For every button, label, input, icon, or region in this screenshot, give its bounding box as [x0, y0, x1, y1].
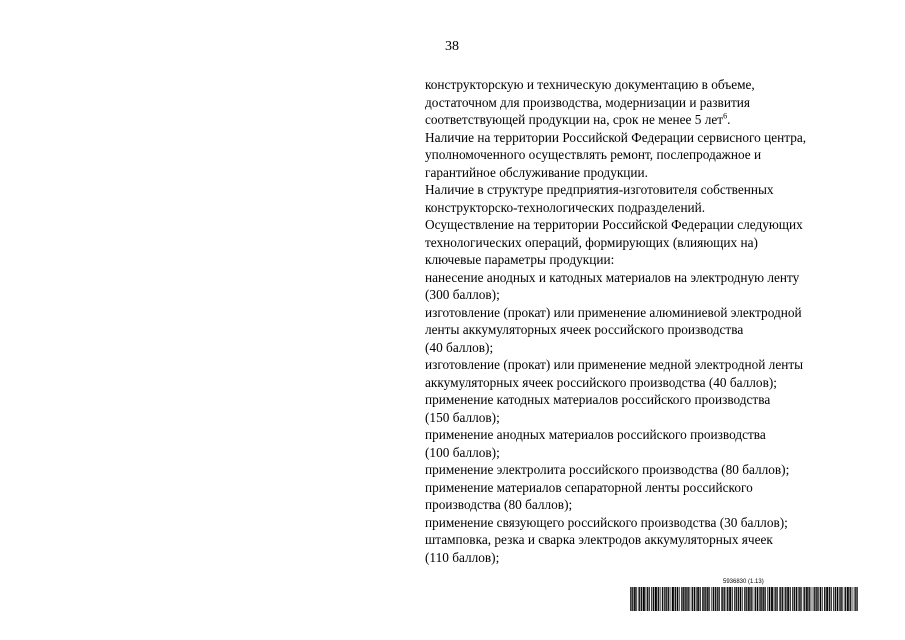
barcode-bar [782, 587, 783, 611]
barcode-bar [742, 587, 743, 611]
barcode-bar [708, 587, 709, 611]
barcode-bar [666, 587, 667, 611]
barcode-bar [790, 587, 791, 611]
document-barcode [630, 579, 858, 611]
barcode-bar [670, 587, 671, 611]
barcode-bar [769, 587, 770, 611]
barcode-bar [698, 587, 699, 611]
barcode-bar [653, 587, 654, 611]
barcode-bar [656, 587, 657, 611]
barcode-bar [687, 587, 688, 611]
barcode-bar [751, 587, 752, 611]
barcode-bar [760, 587, 761, 611]
text-line [425, 409, 885, 427]
barcode-bar [852, 587, 853, 611]
barcode-bar [705, 587, 706, 611]
barcode-bar [715, 587, 716, 611]
barcode-bar [738, 587, 739, 611]
barcode-bar [672, 587, 673, 611]
barcode-bar [818, 587, 819, 611]
barcode-bar [827, 587, 828, 611]
barcode-bar [837, 587, 838, 611]
barcode-bar [648, 587, 649, 611]
barcode-bar [854, 587, 855, 611]
text-line [425, 181, 885, 199]
barcode-bar [799, 587, 800, 611]
text-line-content: ключевые параметры продукции: [425, 252, 615, 267]
barcode-bar [740, 587, 741, 611]
barcode-bar [837, 587, 838, 611]
barcode-bar [830, 587, 831, 611]
barcode-bar [738, 587, 739, 611]
text-line [425, 199, 885, 217]
text-line [425, 164, 885, 182]
barcode-bar [740, 587, 741, 611]
barcode-bar [711, 587, 712, 611]
barcode-bar [796, 587, 797, 611]
barcode-bar [702, 587, 703, 611]
page-number: 38 [445, 39, 459, 54]
text-line [425, 216, 885, 234]
barcode-bar [813, 587, 814, 611]
barcode-bar [636, 587, 637, 611]
barcode-bar [732, 587, 733, 611]
text-line-content: (40 баллов); [425, 339, 494, 355]
barcode-bar [722, 587, 723, 611]
text-line [425, 549, 885, 567]
barcode-bar [789, 587, 790, 611]
barcode-bar [763, 587, 764, 611]
barcode-bar [777, 587, 778, 611]
barcode-bar [820, 587, 821, 611]
barcode-bar [771, 587, 772, 611]
text-line-content: ленты аккумуляторных ячеек российского производства [425, 322, 744, 337]
barcode-bar [643, 587, 644, 611]
text-line [425, 286, 885, 304]
barcode-bar [634, 587, 635, 611]
barcode-bar [839, 587, 840, 611]
barcode-bar [717, 587, 718, 611]
barcode-bar [709, 587, 710, 611]
barcode-bar [794, 587, 795, 611]
barcode-bar [792, 587, 793, 611]
barcode-bar [643, 587, 644, 611]
text-line [425, 111, 885, 129]
barcode-bar [767, 587, 768, 611]
barcode-bar [689, 587, 690, 611]
text-line-content: соответствующей продукции на, срок не менее 5 лет [425, 112, 724, 127]
text-line-content: изготовление (прокат) или применение медной электродной ленты [425, 357, 804, 372]
barcode-bar [668, 587, 669, 611]
barcode-bar [784, 587, 785, 611]
text-line [425, 269, 885, 287]
text-line-content: технологических операций, формирующих (влияющих на) [425, 234, 758, 250]
text-line-content: аккумуляторных ячеек российского производства (40 баллов); [425, 374, 777, 390]
barcode-bar [845, 587, 846, 611]
barcode-bar [728, 587, 729, 611]
barcode-bar [764, 587, 765, 611]
barcode-bar [647, 587, 648, 611]
barcode-bar [803, 587, 804, 611]
barcode-bar [769, 587, 770, 611]
barcode-bar [750, 587, 751, 611]
barcode-bar [683, 587, 684, 611]
text-line [425, 339, 885, 357]
barcode-bar [829, 587, 830, 611]
text-line [425, 146, 885, 164]
barcode-bar [825, 587, 826, 611]
text-line [425, 304, 885, 322]
barcode-bar [762, 587, 763, 611]
barcode-bar [658, 587, 659, 611]
barcode-bar [744, 587, 745, 611]
text-line-content: (300 баллов); [425, 287, 500, 302]
barcode-bar [736, 587, 737, 611]
barcode-bar [820, 587, 821, 611]
barcode-bar [724, 587, 725, 611]
barcode-bar [639, 587, 640, 611]
barcode-bar [845, 587, 846, 611]
barcode-bar [672, 587, 673, 611]
barcode-bar [786, 587, 787, 611]
barcode-bar [635, 587, 636, 611]
barcode-bar [776, 587, 777, 611]
barcode-bar [809, 587, 810, 611]
barcode-bar [808, 587, 809, 611]
barcode-bar [801, 587, 802, 611]
text-line-content: применение материалов сепараторной ленты российского [425, 479, 753, 495]
text-line-content: применение электролита российского производства (80 баллов); [425, 462, 790, 477]
barcode-bar [703, 587, 704, 611]
text-line [425, 129, 885, 147]
barcode-bar [723, 587, 724, 611]
barcode-bar [707, 587, 708, 611]
barcode-bar [835, 587, 836, 611]
barcode-bar [850, 587, 851, 611]
barcode-bar [641, 587, 642, 611]
barcode-bar [688, 587, 689, 611]
text-line [425, 374, 885, 392]
barcode-bar [748, 587, 749, 611]
barcode-bar [780, 587, 781, 611]
barcode-bar [765, 587, 766, 611]
barcode-bar [833, 587, 834, 611]
text-line-content: (110 баллов); [425, 549, 500, 565]
barcode-bar [673, 587, 674, 611]
barcode-bar [857, 587, 858, 611]
barcode-bar [798, 587, 799, 611]
barcode-bar [646, 587, 647, 611]
barcode-caption: 5936830 (1.13) [723, 579, 764, 585]
barcode-bar [632, 587, 633, 611]
text-line-content: штамповка, резка и сварка электродов аккумуляторных ячеек [425, 532, 773, 547]
barcode-bar [841, 587, 842, 611]
barcode-bar [796, 587, 797, 611]
barcode-bar [658, 587, 659, 611]
text-line [425, 496, 885, 514]
barcode-bar [682, 587, 683, 611]
barcode-bar [696, 587, 697, 611]
barcode-bar [755, 587, 756, 611]
barcode-bar [631, 587, 632, 611]
barcode-bar [655, 587, 656, 611]
text-line [425, 76, 885, 94]
text-line [425, 531, 885, 549]
text-line-content: нанесение анодных и катодных материалов на электродную ленту [425, 269, 800, 285]
barcode-bar [630, 587, 631, 611]
text-line [425, 391, 885, 409]
barcode-bar [651, 587, 652, 611]
barcode-bar [752, 587, 753, 611]
barcode-bar [714, 587, 715, 611]
barcode-icon [630, 587, 858, 611]
text-line-content: применение катодных материалов российского производства [425, 392, 771, 407]
barcode-bar [706, 587, 707, 611]
barcode-bar [814, 587, 815, 611]
barcode-bar [745, 587, 746, 611]
barcode-bar [713, 587, 714, 611]
barcode-bar [692, 587, 693, 611]
barcode-bar [634, 587, 635, 611]
barcode-bar [855, 587, 856, 611]
text-line [425, 426, 885, 444]
barcode-bar [700, 587, 701, 611]
barcode-bar [660, 587, 661, 611]
barcode-bar [785, 587, 786, 611]
barcode-bar [749, 587, 750, 611]
barcode-bar [699, 587, 700, 611]
barcode-bar [668, 587, 669, 611]
text-line-content: изготовление (прокат) или применение алюминиевой электродной [425, 304, 802, 320]
barcode-bar [638, 587, 639, 611]
barcode-bar [726, 587, 727, 611]
text-line [425, 251, 885, 269]
barcode-bar [815, 587, 816, 611]
barcode-bar [824, 587, 825, 611]
text-line-content: конструкторско-технологических подразделений. [425, 199, 706, 215]
barcode-bar [653, 587, 654, 611]
text-line-content: (100 баллов); [425, 444, 500, 460]
barcode-bar [697, 587, 698, 611]
barcode-bar [662, 587, 663, 611]
barcode-bar [806, 587, 807, 611]
barcode-bar [746, 587, 747, 611]
barcode-bar [748, 587, 749, 611]
barcode-bar [757, 587, 758, 611]
text-line-content: применение связующего российского производства (30 баллов); [425, 514, 788, 530]
barcode-bar [822, 587, 823, 611]
text-line-content: производства (80 баллов); [425, 497, 573, 512]
barcode-bar [787, 587, 788, 611]
text-line [425, 514, 885, 532]
barcode-bar [730, 587, 731, 611]
barcode-bar [716, 587, 717, 611]
barcode-bar [719, 587, 720, 611]
barcode-bar [681, 587, 682, 611]
barcode-bar [694, 587, 695, 611]
barcode-bar [727, 587, 728, 611]
barcode-bar [828, 587, 829, 611]
barcode-bar [807, 587, 808, 611]
text-line [425, 479, 885, 497]
text-line [425, 356, 885, 374]
barcode-bar [816, 587, 817, 611]
barcode-bar [685, 587, 686, 611]
text-line-content: Наличие в структуре предприятия-изготовителя собственных [425, 182, 774, 197]
barcode-bar [759, 587, 760, 611]
barcode-bar [644, 587, 645, 611]
barcode-bar [782, 587, 783, 611]
barcode-bar [734, 587, 735, 611]
text-line [425, 461, 885, 479]
barcode-bar [831, 587, 832, 611]
barcode-bar [817, 587, 818, 611]
text-line-content: гарантийное обслуживание продукции. [425, 164, 648, 180]
barcode-bar [835, 587, 836, 611]
barcode-bar [731, 587, 732, 611]
barcode-bar [694, 587, 695, 611]
barcode-bar [772, 587, 773, 611]
barcode-bar [663, 587, 664, 611]
text-line-content: Наличие на территории Российской Федерации сервисного центра, [425, 129, 807, 145]
barcode-bar [856, 587, 857, 611]
barcode-bar [840, 587, 841, 611]
barcode-bar [641, 587, 642, 611]
barcode-bar [721, 587, 722, 611]
barcode-bar [811, 587, 812, 611]
barcode-bar [736, 587, 737, 611]
barcode-bar [755, 587, 756, 611]
barcode-bar [677, 587, 678, 611]
barcode-bar [704, 587, 705, 611]
text-line [425, 234, 885, 252]
barcode-bar [772, 587, 773, 611]
barcode-bar [800, 587, 801, 611]
barcode-bar [664, 587, 665, 611]
barcode-bar [665, 587, 666, 611]
barcode-bar [774, 587, 775, 611]
barcode-bar [826, 587, 827, 611]
barcode-bar [850, 587, 851, 611]
barcode-bar [675, 587, 676, 611]
barcode-bar [806, 587, 807, 611]
barcode-bar [677, 587, 678, 611]
barcode-bar [847, 587, 848, 611]
footnote-marker: 6 [723, 111, 728, 121]
barcode-bar [684, 587, 685, 611]
text-line-content: конструкторскую и техническую документацию в объеме, [425, 77, 755, 92]
text-line [425, 94, 885, 112]
barcode-bar [675, 587, 676, 611]
barcode-bar [655, 587, 656, 611]
barcode-bar [779, 587, 780, 611]
text-line-content: Осуществление на территории Российской Федерации следующих [425, 217, 803, 232]
barcode-bar [679, 587, 680, 611]
barcode-bar [804, 587, 805, 611]
footnote-tail: . [727, 112, 731, 127]
body-text [425, 76, 885, 566]
barcode-bar [686, 587, 687, 611]
text-line-content: (150 баллов); [425, 409, 500, 425]
text-line-content: применение анодных материалов российского производства [425, 427, 766, 442]
barcode-bar [757, 587, 758, 611]
barcode-bar [775, 587, 776, 611]
barcode-bar [649, 587, 650, 611]
barcode-bar [848, 587, 849, 611]
barcode-bar [842, 587, 843, 611]
barcode-bar [692, 587, 693, 611]
barcode-bar [794, 587, 795, 611]
text-line [425, 321, 885, 339]
barcode-bar [847, 587, 848, 611]
text-line [425, 444, 885, 462]
barcode-bar [718, 587, 719, 611]
text-line-content: достаточном для производства, модернизации и развития [425, 94, 750, 110]
barcode-bar [729, 587, 730, 611]
barcode-bar [788, 587, 789, 611]
barcode-bar [761, 587, 762, 611]
text-line-content: уполномоченного осуществлять ремонт, послепродажное и [425, 147, 762, 162]
